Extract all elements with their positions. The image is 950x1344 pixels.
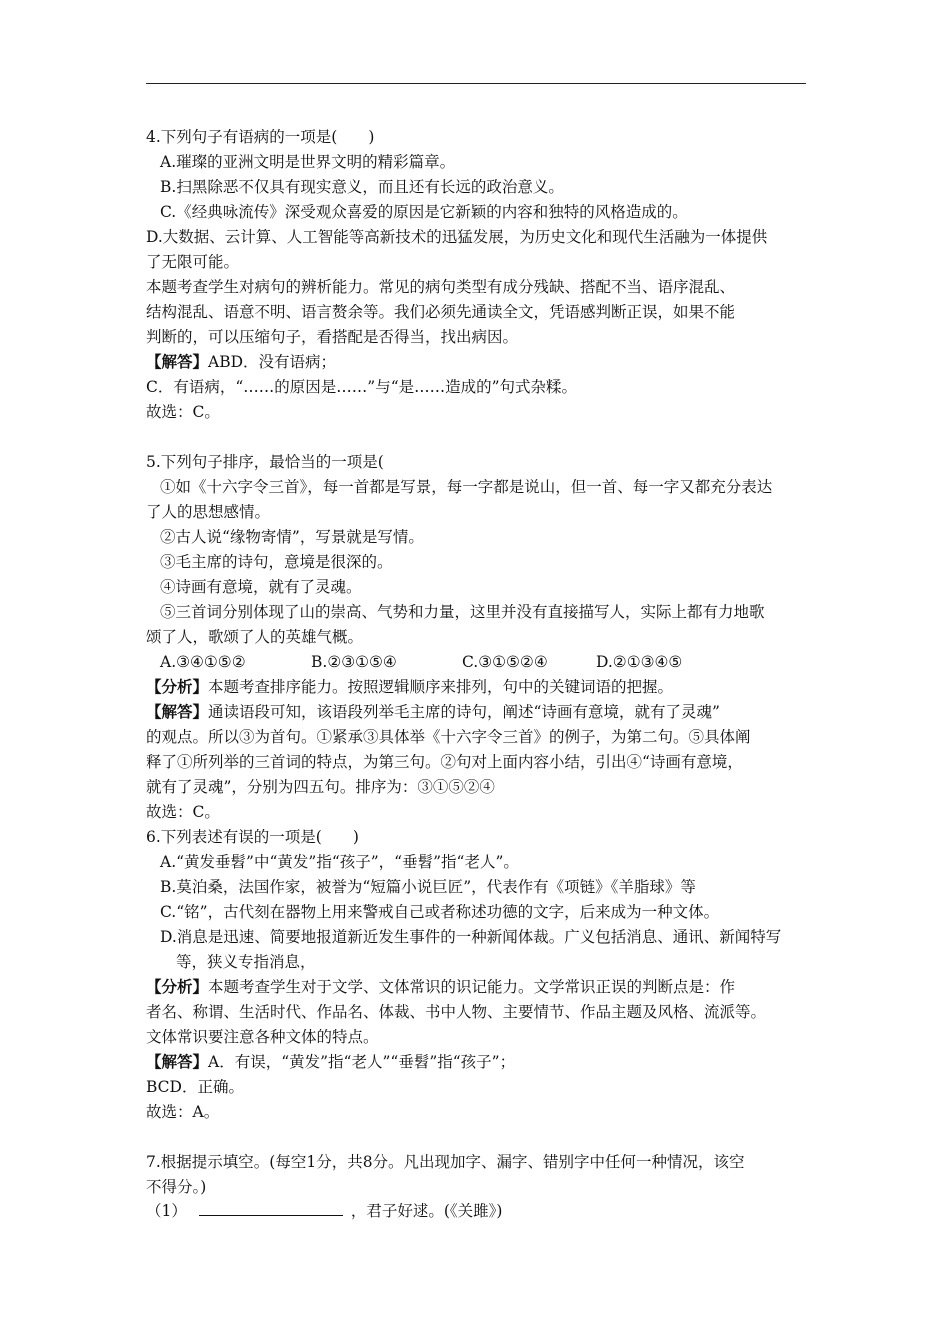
q5-stem: 5.下列句子排序，最恰当的一项是(: [146, 453, 384, 471]
q6-option-c: C.“铭”，古代刻在器物上用来警戒自己或者称述功德的文字，后来成为一种文体。: [160, 903, 720, 921]
q4-option-c: C.《经典咏流传》深受观众喜爱的原因是它新颖的内容和独特的风格造成的。: [160, 203, 688, 221]
q6-answer-text: A．有误，“黄发”指“老人”“垂髫”指“孩子”；: [208, 1053, 516, 1071]
q7-item-1-number: （1）: [146, 1202, 187, 1220]
q5-sentence-2: ②古人说“缘物寄情”，写景就是写情。: [160, 528, 424, 546]
q6-stem: 6.下列表述有误的一项是( ): [146, 828, 359, 846]
q5-sentence-5-line1: ⑤三首词分别体现了山的崇高、气势和力量，这里并没有直接描写人，实际上都有力地歌: [160, 603, 765, 621]
q6-answer-line1: [146, 1052, 515, 1072]
q5-choice: 故选：C。: [146, 803, 220, 821]
q6-option-b: B.莫泊桑，法国作家，被誉为“短篇小说巨匠”，代表作有《项链》《羊脂球》等: [160, 878, 696, 896]
q5-sentence-5-line2: 颂了人，歌颂了人的英雄气概。: [146, 628, 364, 646]
answer-label: 【解答】: [146, 702, 209, 721]
q4-option-d-line1: D.大数据、云计算、人工智能等高新技术的迅猛发展，为历史文化和现代生活融为一体提供: [146, 228, 768, 246]
q5-analysis: [146, 677, 673, 697]
q6-option-a: A.“黄发垂髫”中“黄发”指“孩子”，“垂髫”指“老人”。: [160, 853, 519, 871]
q4-option-d-line2: 了无限可能。: [146, 253, 240, 271]
q4-option-b: B.扫黑除恶不仅具有现实意义，而且还有长远的政治意义。: [160, 178, 564, 196]
q4-answer-line1: [146, 352, 336, 372]
q5-answer-line1: [146, 702, 720, 722]
q6-analysis-line1: [146, 977, 735, 997]
q5-sentence-4: ④诗画有意境，就有了灵魂。: [160, 578, 362, 596]
q6-option-d-line1: D.消息是迅速、简要地报道新近发生事件的一种新闻体裁。广义包括消息、通讯、新闻特写: [160, 928, 782, 946]
q7-stem-line2: 不得分。): [146, 1178, 207, 1196]
q5-option-b: B.②③①⑤④: [311, 653, 397, 671]
q5-answer-line2: 的观点。所以③为首句。①紧承③具体举《十六字令三首》的例子，为第二句。⑤具体阐: [146, 728, 751, 746]
q5-sentence-1-line2: 了人的思想感情。: [146, 503, 271, 521]
q4-analysis-line1: 本题考查学生对病句的辨析能力。常见的病句类型有成分残缺、搭配不当、语序混乱、: [146, 278, 736, 296]
q4-stem: 4.下列句子有语病的一项是( ): [146, 128, 375, 146]
q4-answer-text: ABD．没有语病；: [208, 353, 337, 371]
q5-option-c: C.③①⑤②④: [462, 653, 548, 671]
q4-choice: 故选：C。: [146, 403, 220, 421]
q5-option-a: A.③④①⑤②: [160, 653, 246, 671]
answer-label: 【解答】: [146, 352, 209, 371]
analysis-label: 【分析】: [146, 977, 209, 996]
q4-option-a: A.璀璨的亚洲文明是世界文明的精彩篇章。: [160, 153, 456, 171]
q6-answer-line2: BCD．正确。: [146, 1078, 244, 1096]
fill-in-blank[interactable]: [199, 1201, 343, 1216]
answer-label: 【解答】: [146, 1052, 209, 1071]
q6-choice: 故选：A。: [146, 1103, 220, 1121]
q4-answer-line2: C．有语病，“……的原因是……”与“是……造成的”句式杂糅。: [146, 378, 578, 396]
q5-sentence-1-line1: ①如《十六字令三首》，每一首都是写景，每一字都是说山，但一首、每一字又都充分表达: [160, 478, 773, 496]
q6-analysis-text: 本题考查学生对于文学、文体常识的识记能力。文学常识正误的判断点是：作: [208, 978, 736, 996]
header-rule: [146, 83, 806, 84]
q7-item-1-text: ，君子好逑。(《关雎》): [350, 1202, 503, 1220]
q7-stem-line1: 7.根据提示填空。(每空1分，共8分。凡出现加字、漏字、错别字中任何一种情况，该空: [146, 1153, 745, 1171]
q6-option-d-line2: 等，狭义专指消息，: [176, 953, 316, 971]
q5-analysis-text: 本题考查排序能力。按照逻辑顺序来排列，句中的关键词语的把握。: [208, 678, 674, 696]
q5-sentence-3: ③毛主席的诗句，意境是很深的。: [160, 553, 393, 571]
q4-analysis-line3: 判断的，可以压缩句子，看搭配是否得当，找出病因。: [146, 328, 519, 346]
q5-option-d: D.②①③④⑤: [596, 653, 683, 671]
q4-analysis-line2: 结构混乱、语意不明、语言赘余等。我们必须先通读全文，凭语感判断正误，如果不能: [146, 303, 736, 321]
q5-answer-line4: 就有了灵魂”，分别为四五句。排序为：③①⑤②④: [146, 778, 495, 796]
q6-analysis-line3: 文体常识要注意各种文体的特点。: [146, 1028, 379, 1046]
q5-answer-text: 通读语段可知，该语段列举毛主席的诗句，阐述“诗画有意境，就有了灵魂”: [208, 703, 720, 721]
q6-analysis-line2: 者名、称谓、生活时代、作品名、体裁、书中人物、主要情节、作品主题及风格、流派等。: [146, 1003, 767, 1021]
q7-item-1: [146, 1201, 502, 1221]
q5-answer-line3: 释了①所列举的三首词的特点，为第三句。②句对上面内容小结，引出④“诗画有意境，: [146, 753, 743, 771]
analysis-label: 【分析】: [146, 677, 209, 696]
